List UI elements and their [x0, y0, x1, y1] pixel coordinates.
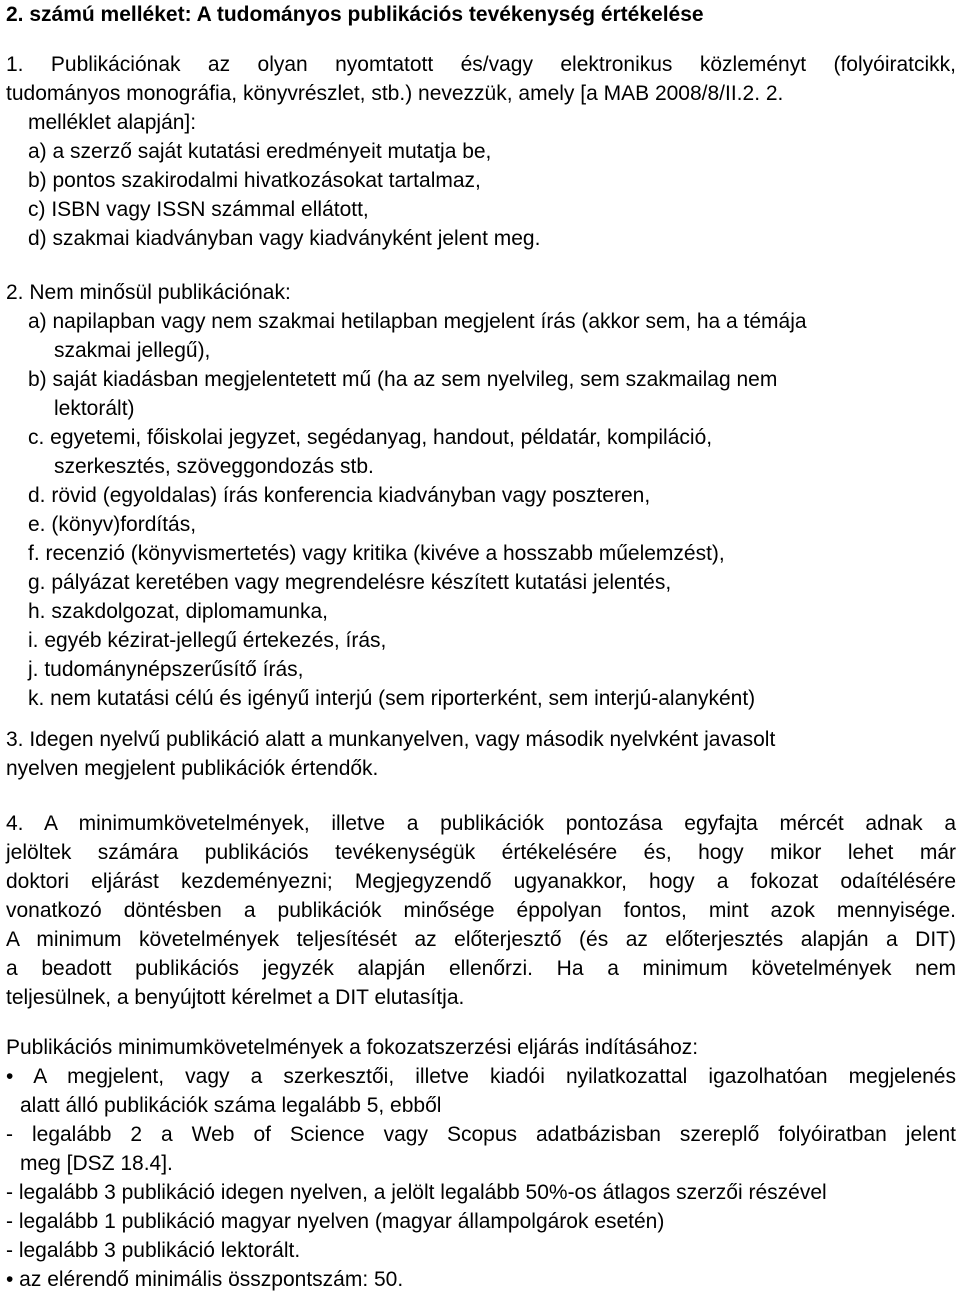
- paragraph-line: nyelven megjelent publikációk értendők.: [6, 757, 379, 780]
- requirement-item: meg [DSZ 18.4].: [20, 1152, 173, 1175]
- requirement-item: - legalább 2 a Web of Science vagy Scopus adatbázisban szereplő folyóiratban jelent: [6, 1123, 956, 1146]
- paragraph-line: 1. Publikációnak az olyan nyomtatott és/vagy elektronikus közleményt (folyóiratcikk,: [6, 53, 956, 76]
- minimum-requirements-list: [6, 1062, 956, 1294]
- exclusion-item: lektorált): [54, 397, 135, 420]
- requirement-item: - legalább 3 publikáció idegen nyelven, a jelölt legalább 50%-os átlagos szerzői részével: [6, 1181, 827, 1204]
- paragraph-line: teljesülnek, a benyújtott kérelmet a DIT elutasítja.: [6, 986, 465, 1009]
- exclusion-item: f. recenzió (könyvismertetés) vagy kritika (kivéve a hosszabb műelemzést),: [28, 542, 725, 565]
- exclusion-item: c. egyetemi, főiskolai jegyzet, segédanyag, handout, példatár, kompiláció,: [28, 426, 713, 449]
- exclusion-item: b) saját kiadásban megjelentetett mű (ha az sem nyelvileg, sem szakmailag nem: [28, 368, 778, 391]
- paragraph-line: 3. Idegen nyelvű publikáció alatt a munkanyelven, vagy második nyelvként javasolt: [6, 728, 776, 751]
- section-3-foreign-language: [6, 725, 956, 783]
- exclusion-item: szerkesztés, szöveggondozás stb.: [54, 455, 374, 478]
- requirements-paragraph: [6, 809, 956, 1012]
- section-2-exclusions: [6, 278, 956, 713]
- section-heading: 2. Nem minősül publikációnak:: [6, 281, 291, 304]
- paragraph-line: tudományos monográfia, könyvrészlet, stb.) nevezzük, amely [a MAB 2008/8/II.2. 2.: [6, 82, 784, 105]
- exclusion-item: j. tudománynépszerűsítő írás,: [28, 658, 304, 681]
- exclusion-item: d. rövid (egyoldalas) írás konferencia kiadványban vagy poszteren,: [28, 484, 651, 507]
- paragraph-line: melléklet alapján]:: [28, 111, 197, 134]
- exclusion-item: szakmai jellegű),: [54, 339, 211, 362]
- paragraph-line: doktori eljárást kezdeményezni; Megjegyzendő ugyanakkor, hogy a fokozat odaítélésére: [6, 870, 956, 893]
- exclusion-item: g. pályázat keretében vagy megrendelésre készített kutatási jelentés,: [28, 571, 672, 594]
- exclusion-item: i. egyéb kézirat-jellegű értekezés, írás,: [28, 629, 387, 652]
- paragraph-line: vonatkozó döntésben a publikációk minősége éppolyan fontos, mint azok mennyisége.: [6, 899, 956, 922]
- list-item: c) ISBN vagy ISSN számmal ellátott,: [28, 198, 369, 221]
- list-item: d) szakmai kiadványban vagy kiadványként jelent meg.: [28, 227, 541, 250]
- requirement-item: • A megjelent, vagy a szerkesztői, illetve kiadói nyilatkozattal igazolhatóan megjelenés: [6, 1065, 956, 1088]
- exclusion-item: k. nem kutatási célú és igényű interjú (sem riporterként, sem interjú-alanyként): [28, 687, 756, 710]
- requirement-item: alatt álló publikációk száma legalább 5, ebből: [20, 1094, 442, 1117]
- section-heading: Publikációs minimumkövetelmények a fokozatszerzési eljárás indításához:: [6, 1036, 699, 1059]
- requirement-item: • az elérendő minimális összpontszám: 50.: [6, 1268, 404, 1291]
- list-item: a) a szerző saját kutatási eredményeit mutatja be,: [28, 140, 492, 163]
- paragraph-line: A minimum követelmények teljesítését az előterjesztő (és az előterjesztés alapján a DIT): [6, 928, 956, 951]
- section-4-requirements-intro: [6, 809, 956, 1012]
- requirement-item: - legalább 3 publikáció lektorált.: [6, 1239, 301, 1262]
- paragraph-line: 4. A minimumkövetelmények, illetve a publikációk pontozása egyfajta mércét adnak a: [6, 812, 956, 835]
- exclusion-item: e. (könyv)fordítás,: [28, 513, 197, 536]
- section-1-definition: [6, 50, 956, 253]
- paragraph-line: jelöltek számára publikációs tevékenységük értékelésére és, hogy mikor lehet már: [6, 841, 956, 864]
- list-item: b) pontos szakirodalmi hivatkozásokat tartalmaz,: [28, 169, 481, 192]
- exclusion-item: h. szakdolgozat, diplomamunka,: [28, 600, 328, 623]
- exclusion-list: [6, 307, 956, 713]
- paragraph-line: a beadott publikációs jegyzék alapján ellenőrzi. Ha a minimum követelmények nem: [6, 957, 956, 980]
- exclusion-item: a) napilapban vagy nem szakmai hetilapban megjelent írás (akkor sem, ha a témája: [28, 310, 807, 333]
- requirement-item: - legalább 1 publikáció magyar nyelven (magyar állampolgárok esetén): [6, 1210, 665, 1233]
- page-title: 2. számú melléket: A tudományos publikációs tevékenység értékelése: [6, 3, 704, 26]
- section-5-minimum-requirements: [6, 1033, 956, 1294]
